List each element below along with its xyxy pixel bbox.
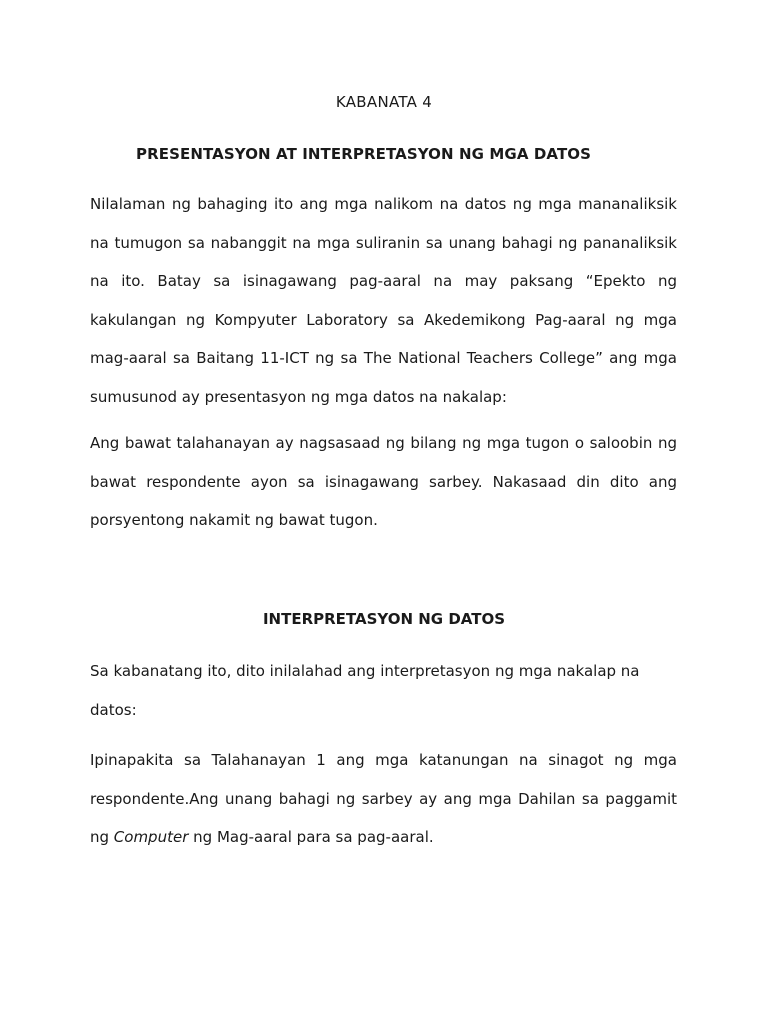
paragraph-line: Ang bawat talahanayan ay nagsasaad ng bilang ng mga tugon o saloobin ng (90, 434, 677, 452)
paragraph-line: bawat respondente ayon sa isinagawang sarbey. Nakasaad din dito ang (90, 472, 677, 491)
table-description-paragraph (90, 424, 677, 540)
table-1-paragraph (90, 741, 677, 857)
paragraph-line: mag-aaral sa Baitang 11-ICT ng sa The National Teachers College” ang mga (90, 349, 677, 367)
paragraph-line: na tumugon sa nabanggit na mga suliranin sa unang bahagi ng pananaliksik (90, 233, 677, 252)
paragraph-line: kakulangan ng Kompyuter Laboratory sa Akedemikong Pag-aaral ng mga (90, 310, 677, 329)
paragraph-line: Nilalaman ng bahaging ito ang mga nalikom na datos ng mga mananaliksik (90, 195, 677, 213)
chapter-label: KABANATA 4 (335, 93, 433, 111)
paragraph-line: Ipinapakita sa Talahanayan 1 ang mga katanungan na sinagot ng mga (90, 751, 677, 769)
text-segment: ng (90, 828, 114, 846)
paragraph-line (90, 818, 677, 857)
section-title: INTERPRETASYON NG DATOS (262, 610, 506, 628)
intro-paragraph (90, 185, 677, 416)
section-intro-paragraph (90, 652, 677, 729)
paragraph-line: na ito. Batay sa isinagawang pag-aaral na may paksang “Epekto ng (90, 272, 677, 290)
paragraph-line: datos: (90, 700, 137, 719)
italic-term: Computer (113, 828, 189, 846)
paragraph-line: porsyentong nakamit ng bawat tugon. (90, 511, 378, 529)
chapter-title: PRESENTASYON AT INTERPRETASYON NG MGA DATOS (136, 145, 592, 163)
paragraph-line: respondente.Ang unang bahagi ng sarbey ay ang mga Dahilan sa paggamit (90, 789, 677, 808)
paragraph-line: Sa kabanatang ito, dito inilalahad ang interpretasyon ng mga nakalap na (90, 662, 640, 680)
paragraph-line: sumusunod ay presentasyon ng mga datos na nakalap: (90, 387, 507, 406)
text-segment: ng Mag-aaral para sa pag-aaral. (188, 828, 434, 846)
